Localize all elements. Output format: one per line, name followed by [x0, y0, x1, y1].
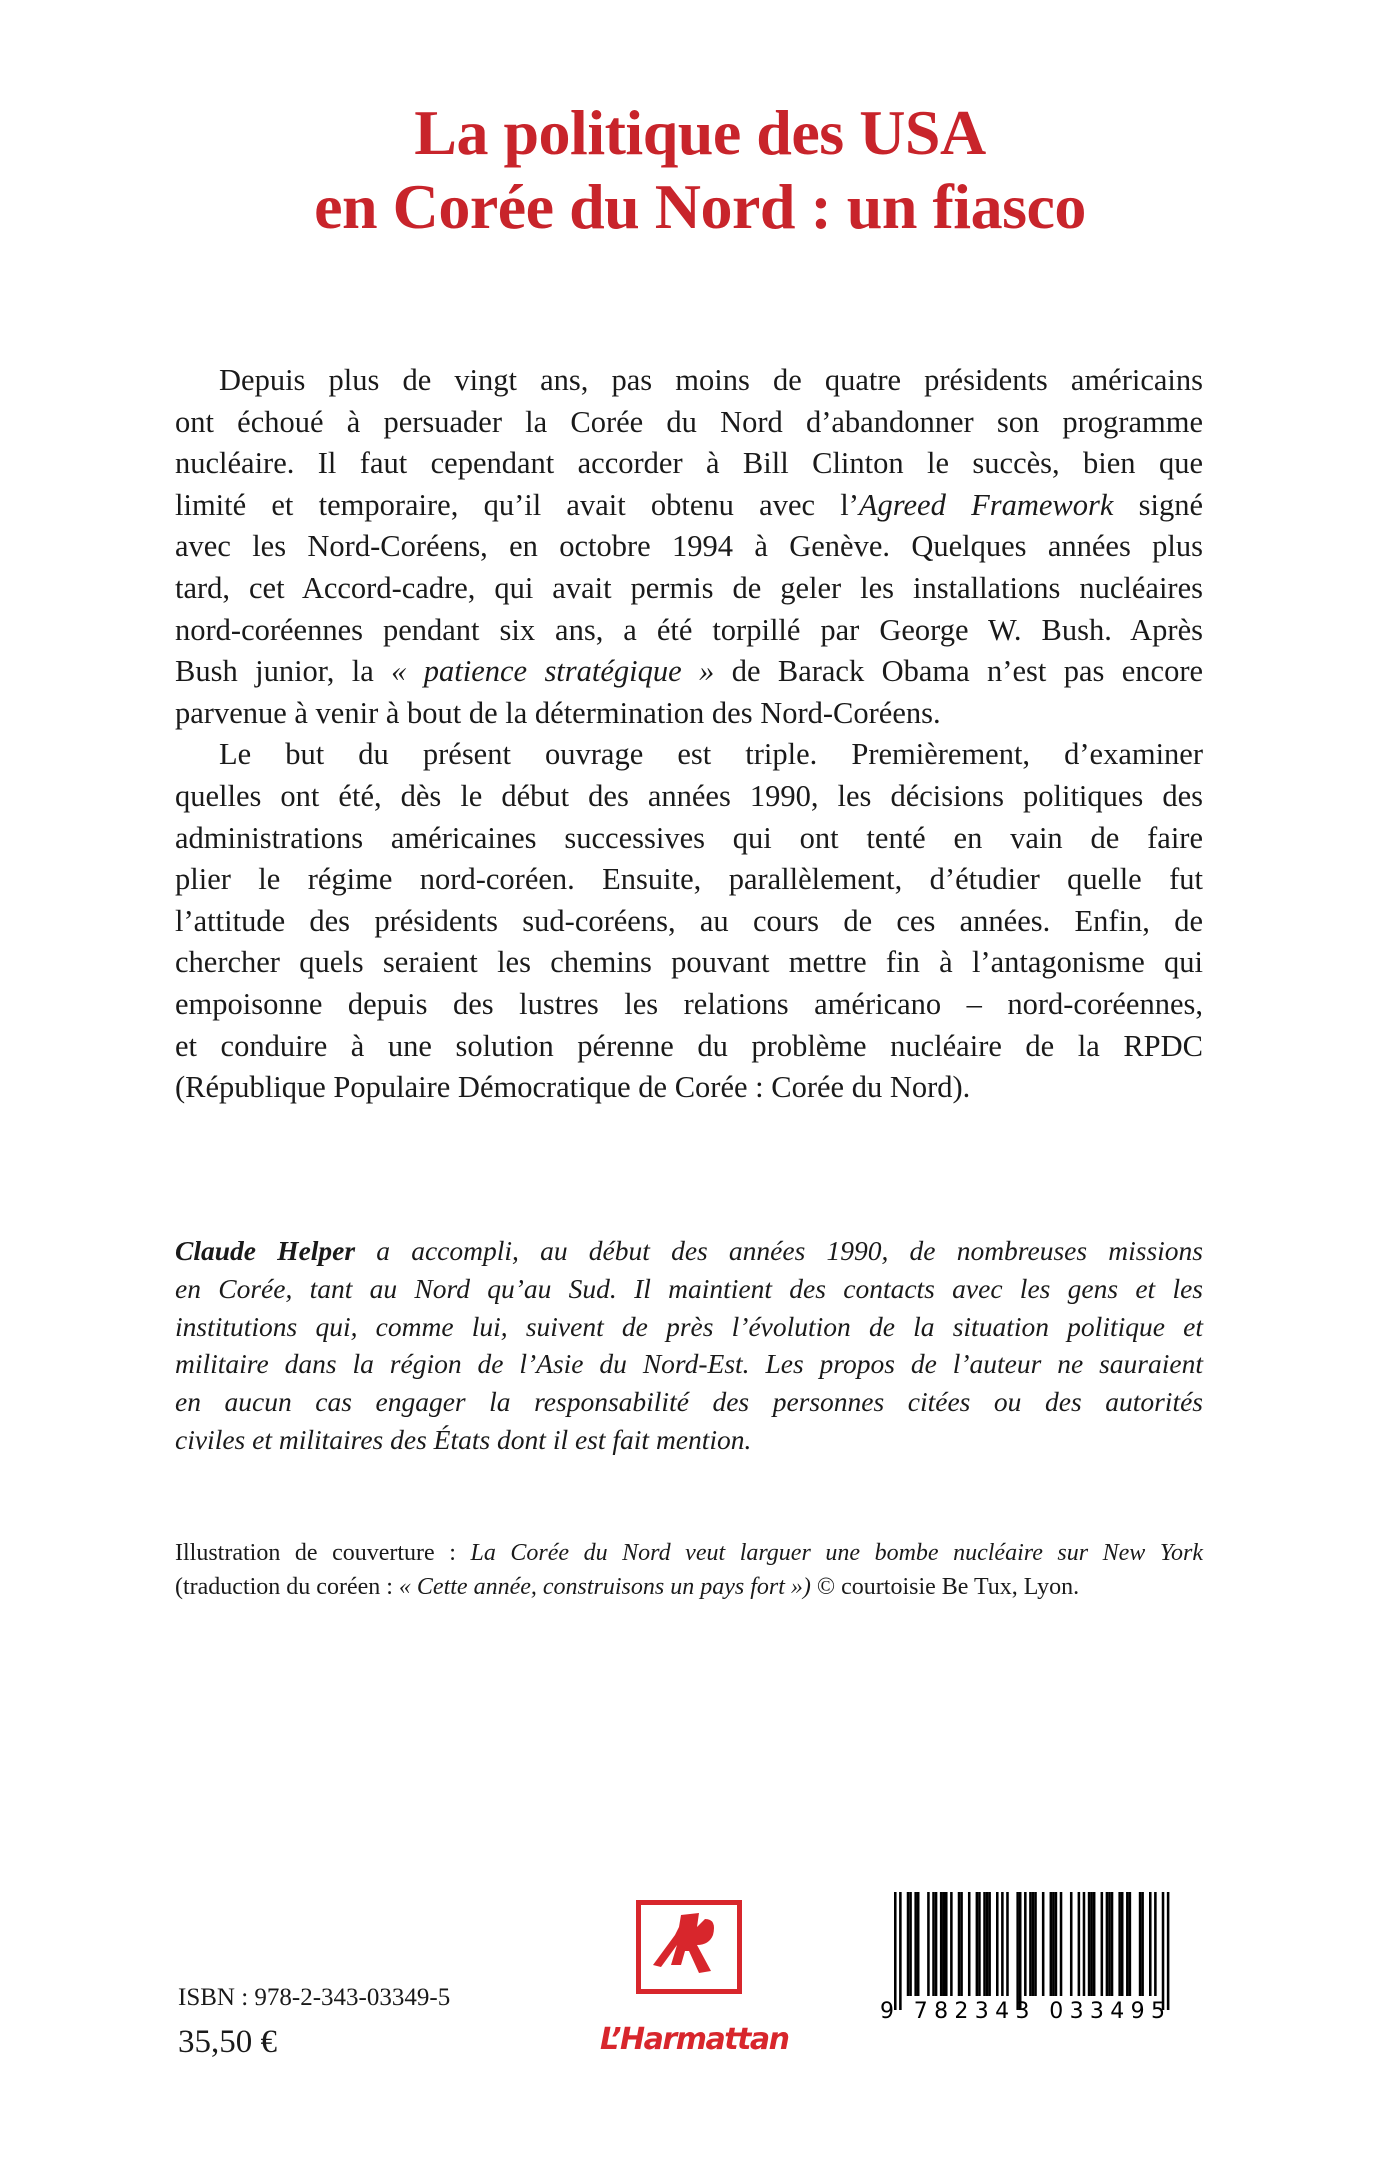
barcode-bar [1029, 1892, 1032, 1996]
barcode-bar [960, 1892, 963, 1996]
barcode-bar [1083, 1892, 1086, 1996]
text-line [175, 1270, 1203, 1308]
text-line [175, 1026, 1203, 1068]
barcode-bar [1129, 1892, 1132, 1996]
author-bio [175, 1232, 1203, 1459]
barcode-bar [914, 1892, 917, 1996]
text-segment: (République Populaire Démocratique de Corée : Corée du Nord). [175, 1070, 971, 1105]
barcode-bar [932, 1892, 935, 1996]
text-segment: en Corée, tant au Nord qu’au Sud. Il maintient des contacts avec les gens et les [175, 1272, 1203, 1304]
isbn: ISBN : 978-2-343-03349-5 [178, 1984, 451, 2011]
barcode-bar [1052, 1892, 1055, 1996]
barcode-bar [942, 1892, 945, 1996]
text-segment: limité et temporaire, qu’il avait obtenu avec l’ [175, 487, 859, 522]
barcode-bar [1101, 1892, 1104, 1996]
barcode-bar [1032, 1892, 1035, 1996]
barcode-bar [1139, 1892, 1142, 1996]
barcode-bar [1006, 1892, 1009, 1996]
barcode-bar [1162, 1892, 1165, 2010]
cover-credits [175, 1536, 1203, 1604]
text-segment: © courtoisie Be Tux, Lyon. [810, 1574, 1080, 1600]
text-segment: Illustration de couverture : [175, 1540, 471, 1566]
text-segment: nord-coréennes pendant six ans, a été torpillé par George W. Bush. Après [175, 612, 1203, 647]
text-line [175, 1570, 1203, 1604]
barcode-bar [996, 1892, 999, 1996]
text-line [175, 1067, 1203, 1109]
barcode-bar [940, 1892, 943, 1996]
text-line [175, 402, 1203, 444]
barcode-bar [1126, 1892, 1129, 1996]
barcode-bar [958, 1892, 961, 1996]
barcode [880, 1892, 1180, 2022]
barcode-bar [1055, 1892, 1058, 1996]
text-line [175, 734, 1203, 776]
text-segment: empoisonne depuis des lustres les relations américano – nord-coréennes, [175, 986, 1203, 1021]
title-line-1: La politique des USA [414, 97, 986, 168]
barcode-bar [945, 1892, 948, 1996]
barcode-bar [927, 1892, 930, 1996]
barcode-bar [983, 1892, 986, 1996]
barcode-bar [1093, 1892, 1096, 1996]
title-line-2: en Corée du Nord : un fiasco [314, 171, 1086, 242]
barcode-bar [1121, 1892, 1124, 1996]
barcode-digits: 9 782343 033495 [880, 1999, 1165, 2022]
barcode-bar [1070, 1892, 1073, 1996]
text-segment: avec les Nord-Coréens, en octobre 1994 à Genève. Quelques années plus [175, 529, 1203, 564]
text-line [175, 984, 1203, 1026]
text-segment: « Cette année, construisons un pays fort ») [398, 1574, 811, 1600]
barcode-bar [1154, 1892, 1157, 1996]
barcode-bar [1060, 1892, 1063, 1996]
text-line [175, 360, 1203, 402]
text-line [175, 1421, 1203, 1459]
barcode-bar [1090, 1892, 1093, 1996]
barcode-bar [1042, 1892, 1045, 1996]
barcode-bar [986, 1892, 989, 1996]
barcode-bar [1024, 1892, 1027, 1996]
price: 35,50 € [178, 2024, 277, 2060]
barcode-bar [1108, 1892, 1111, 1996]
text-segment: (traduction du coréen : [175, 1574, 399, 1600]
text-line [175, 1308, 1203, 1346]
text-segment: quelles ont été, dès le début des années 1990, les décisions politiques des [175, 778, 1203, 813]
text-segment: et conduire à une solution pérenne du problème nucléaire de la RPDC [175, 1028, 1203, 1063]
text-segment: parvenue à venir à bout de la détermination des Nord-Coréens. [175, 695, 941, 730]
barcode-bar [978, 1892, 981, 1996]
barcode-bar [1111, 1892, 1114, 1996]
text-line [175, 526, 1203, 568]
barcode-bar [950, 1892, 953, 1996]
text-line [175, 1345, 1203, 1383]
text-line [175, 1536, 1203, 1570]
barcode-bar [1141, 1892, 1144, 1996]
text-segment: Agreed Framework [858, 487, 1114, 522]
text-line [175, 942, 1203, 984]
barcode-bar [1167, 1892, 1170, 2010]
publisher-name: L’Harmattan [600, 2022, 789, 2057]
text-segment: tard, cet Accord-cadre, qui avait permis de geler les installations nucléaires [175, 570, 1203, 605]
text-line [175, 901, 1203, 943]
text-line [175, 1383, 1203, 1421]
text-segment: civiles et militaires des États dont il est fait mention. [175, 1423, 752, 1455]
barcode-bar [917, 1892, 920, 1996]
text-line [175, 818, 1203, 860]
text-segment: Bush junior, la [175, 654, 392, 689]
barcode-bar [968, 1892, 971, 1996]
text-segment: a accompli, au début des années 1990, de nombreuses missions [355, 1235, 1203, 1266]
text-line [175, 443, 1203, 485]
text-line [175, 1232, 1203, 1270]
text-segment: Le but du présent ouvrage est triple. Premièrement, d’examiner [219, 737, 1203, 772]
text-line [175, 651, 1203, 693]
text-segment: de Barack Obama n’est pas encore [714, 654, 1204, 689]
barcode-bar [1118, 1892, 1121, 1996]
text-line [175, 485, 1203, 527]
barcode-bar [1019, 1892, 1022, 2010]
barcode-bar [909, 1892, 912, 1996]
barcode-bar [1149, 1892, 1152, 1996]
text-segment: institutions qui, comme lui, suivent de près l’évolution de la situation politique et [175, 1310, 1203, 1342]
barcode-bar [1016, 1892, 1019, 2010]
barcode-bar [907, 1892, 910, 1996]
text-segment: ont échoué à persuader la Corée du Nord d’abandonner son programme [175, 404, 1203, 439]
text-segment: l’attitude des présidents sud-coréens, au cours de ces années. Enfin, de [175, 903, 1203, 938]
text-line [175, 859, 1203, 901]
text-segment: militaire dans la région de l’Asie du Nord-Est. Les propos de l’auteur ne sauraient [175, 1348, 1203, 1380]
text-segment: La Corée du Nord veut larguer une bombe nucléaire sur New York [470, 1540, 1204, 1566]
barcode-bar [894, 1892, 897, 2010]
text-segment: « patience stratégique » [391, 654, 715, 689]
text-line [175, 610, 1203, 652]
barcode-bar [1050, 1892, 1053, 1996]
barcode-bar [1001, 1892, 1004, 1996]
text-segment: en aucun cas engager la responsabilité des personnes citées ou des autorités [175, 1386, 1203, 1418]
barcode-bar [1088, 1892, 1091, 1996]
barcode-bar [988, 1892, 991, 1996]
text-segment: Depuis plus de vingt ans, pas moins de quatre présidents américains [219, 363, 1203, 397]
text-line [175, 568, 1203, 610]
publisher-logo-icon [636, 1900, 742, 1994]
text-segment: chercher quels seraient les chemins pouvant mettre fin à l’antagonisme qui [175, 945, 1203, 980]
barcode-bar [1034, 1892, 1037, 1996]
text-segment: plier le régime nord-coréen. Ensuite, parallèlement, d’étudier quelle fut [175, 862, 1203, 897]
text-line [175, 776, 1203, 818]
barcode-bar [899, 1892, 902, 2010]
book-title [0, 96, 1400, 244]
text-segment: nucléaire. Il faut cependant accorder à Bill Clinton le succès, bien que [175, 446, 1203, 481]
text-line [175, 693, 1203, 735]
barcode-bar [1106, 1892, 1109, 1996]
barcode-bar [1078, 1892, 1081, 1996]
book-summary [175, 360, 1203, 1109]
text-segment: signé [1113, 487, 1204, 522]
text-segment: administrations américaines successives qui ont tenté en vain de faire [175, 820, 1203, 855]
text-segment: Claude Helper [175, 1235, 356, 1266]
barcode-bar [935, 1892, 938, 1996]
barcode-bar [976, 1892, 979, 1996]
